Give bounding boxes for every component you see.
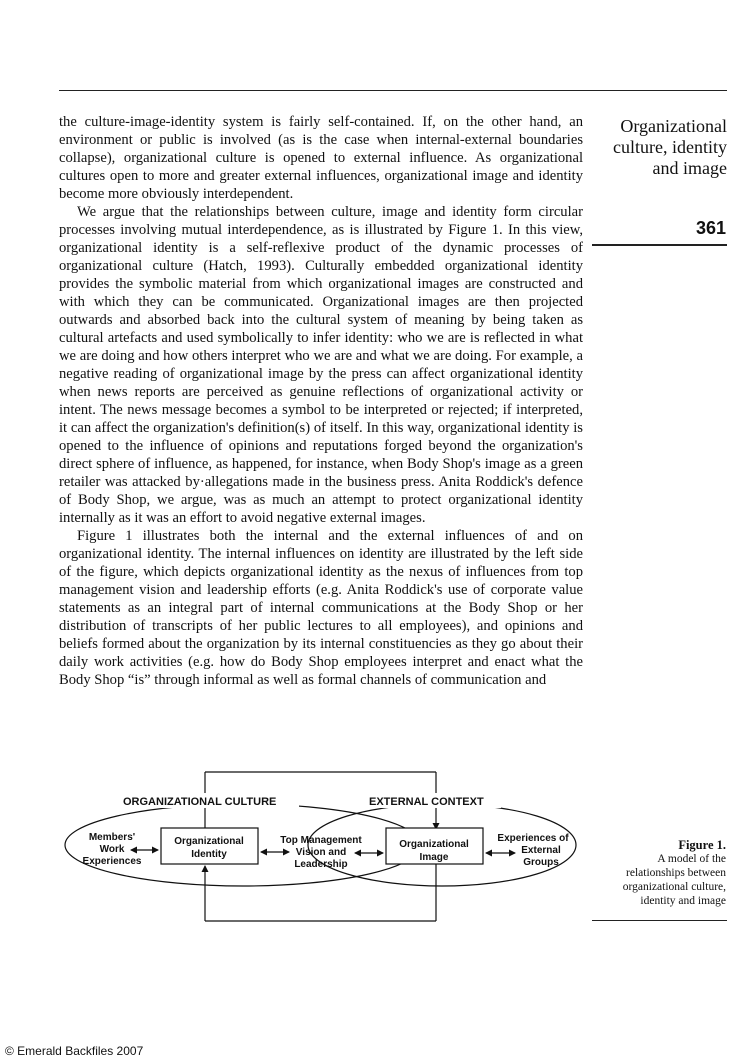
identity-label-1: Organizational — [174, 836, 244, 847]
topmgmt-label-2: Vision and — [295, 847, 347, 858]
image-label-1: Organizational — [399, 839, 469, 850]
culture-label: ORGANIZATIONAL CULTURE — [123, 796, 277, 808]
image-label-2: Image — [419, 852, 449, 863]
members-label-2: Work — [99, 844, 125, 855]
topmgmt-label-3: Leadership — [294, 859, 348, 870]
external-label-3: Groups — [523, 857, 559, 868]
members-label-3: Experiences — [82, 856, 142, 867]
caption-rule — [592, 920, 727, 921]
figure-caption: Figure 1. A model of the relationships between organizational culture, identity and image — [566, 838, 726, 908]
paragraph-1: the culture-image-identity system is fairly self-contained. If, on the other hand, an environment or public is involved (as is the case when internal-external boundaries collapse), organizational culture is opened to external influence. As organizational cultures open to more and greater external influences, organizational image and identity become more obviously interdependent. — [59, 114, 583, 202]
side-rule — [592, 244, 727, 246]
copyright-footer: © Emerald Backfiles 2007 — [5, 1044, 144, 1058]
external-label-2: External — [521, 845, 561, 856]
running-head: Organizational culture, identity and image — [613, 116, 727, 178]
top-rule — [59, 90, 727, 91]
topmgmt-label-1: Top Management — [280, 835, 362, 846]
caption-title: Figure 1. — [678, 838, 726, 852]
page-number: 361 — [695, 218, 726, 238]
identity-label-2: Identity — [191, 849, 227, 860]
paragraph-3: Figure 1 illustrates both the internal and the external influences of and on organizational identity. The internal influences on identity are illustrated by the left side of the figure, which depicts organizational identity as the nexus of influences from top management vision and leadership efforts (e.g. Anita Roddick's use of corporate value statements as an integral part of internal communications at the Body Shop or her distribution of transcripts of her public lectures to all employees), and opinions and beliefs formed about the organization by its internal constituencies as they go about their daily work activities (e.g. how do Body Shop employees interpret and enact what the Body Shop “is” through informal as well as formal channels of communication and — [59, 528, 583, 688]
figure-1-diagram — [55, 768, 580, 928]
body-text — [59, 113, 583, 689]
context-label: EXTERNAL CONTEXT — [369, 796, 484, 808]
external-label-1: Experiences of — [497, 833, 569, 844]
paragraph-2: We argue that the relationships between culture, image and identity form circular processes involving mutual interdependence, as is illustrated by Figure 1. In this view, organizational identity is a self-reflexive product of the dynamic processes of organizational culture (Hatch, 1993). Culturally embedded organizational identity provides the symbolic material from which organizational images are constructed and with which they can be communicated. Organizational images are then projected outwards and absorbed back into the cultural system of meaning by being taken as cultural artefacts and used symbolically to infer identity: who we are is reflected in what we are doing and how others interpret who we are and what we are doing. For example, a negative reading of organizational image by the press can affect organizational identity when news reports are perceived as genuine reflections of organizational activity or intent. The news message becomes a symbol to be interpreted or rejected; if interpreted, it can affect the organization's definition(s) of itself. In this way, organizational identity is opened to the influence of opinions and reputations forged beyond the organization's direct sphere of influence, as happened, for instance, when Body Shop's image as a green retailer was attacked by·allegations made in the business press. Anita Roddick's defence of Body Shop, we argue, was as much an attempt to protect organizational identity internally as it was an effort to avoid negative external images. — [59, 204, 583, 526]
members-label-1: Members' — [88, 832, 136, 843]
